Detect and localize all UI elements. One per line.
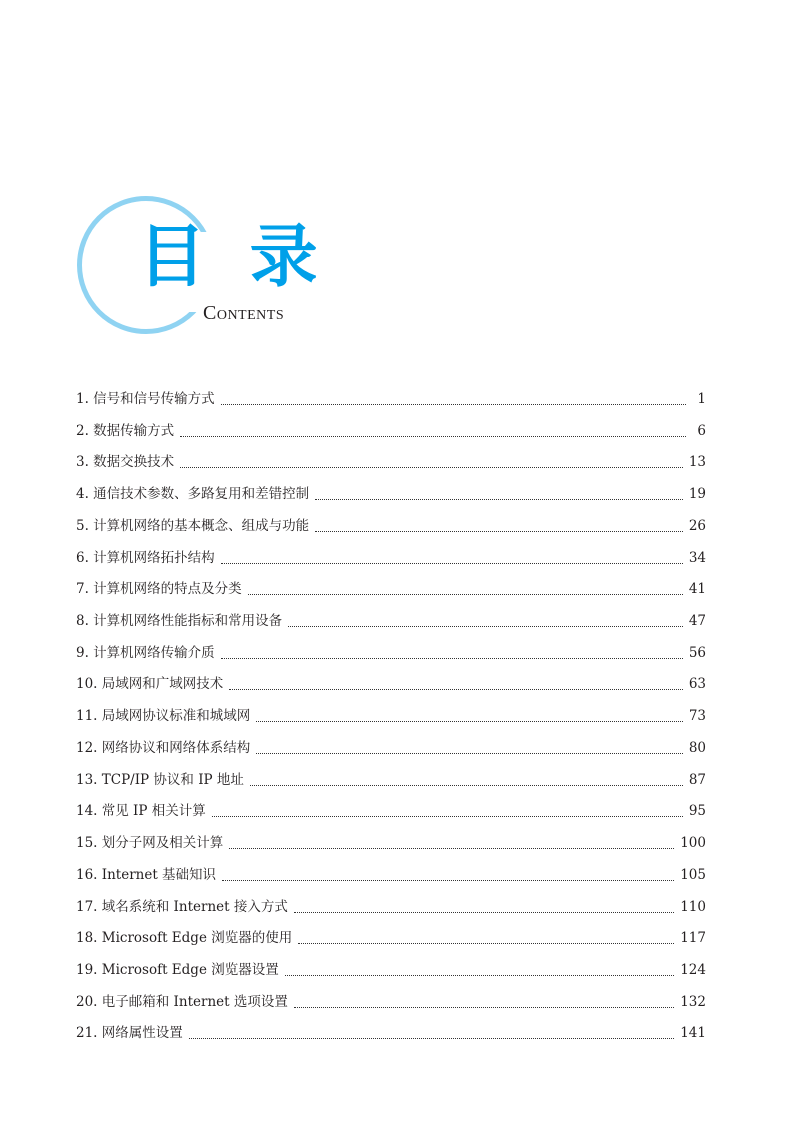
toc-entry[interactable] [76, 609, 706, 641]
toc-entry[interactable] [76, 641, 706, 673]
toc-entry[interactable] [76, 1021, 706, 1053]
toc-entry-page: 34 [688, 549, 706, 566]
toc-leader-dots [288, 612, 683, 627]
toc-leader-dots [315, 485, 683, 500]
toc-entry-title: 5. 计算机网络的基本概念、组成与功能 [76, 517, 310, 534]
toc-entry-title: 12. 网络协议和网络体系结构 [76, 739, 251, 756]
toc-entry[interactable] [76, 799, 706, 831]
toc-entry-page: 47 [688, 613, 706, 630]
toc-entry[interactable] [76, 450, 706, 482]
toc-entry[interactable] [76, 514, 706, 546]
toc-entry-title: 2. 数据传输方式 [76, 422, 175, 439]
toc-leader-dots [294, 898, 674, 913]
toc-entry-page: 41 [688, 581, 706, 598]
toc-entry[interactable] [76, 863, 706, 895]
toc-leader-dots [180, 453, 683, 468]
toc-entry[interactable] [76, 768, 706, 800]
toc-entry-page: 63 [688, 676, 706, 693]
toc-entry-page: 80 [688, 739, 706, 756]
toc-leader-dots [180, 422, 686, 437]
toc-entry[interactable] [76, 546, 706, 578]
toc-leader-dots [221, 549, 683, 564]
page-title: 目 录 [138, 218, 328, 297]
toc-entry-title: 18. Microsoft Edge 浏览器的使用 [76, 930, 293, 947]
toc-entry[interactable] [76, 926, 706, 958]
toc-entry-title: 20. 电子邮箱和 Internet 选项设置 [76, 993, 288, 1010]
toc-leader-dots [212, 802, 683, 817]
toc-entry-page: 110 [680, 898, 706, 915]
toc-entry-title: 17. 域名系统和 Internet 接入方式 [76, 898, 288, 915]
toc-entry-title: 19. Microsoft Edge 浏览器设置 [76, 961, 279, 978]
toc-leader-dots [256, 739, 683, 754]
toc-entry-title: 3. 数据交换技术 [76, 454, 175, 471]
toc-leader-dots [315, 517, 683, 532]
toc-leader-dots [229, 675, 683, 690]
toc-entry[interactable] [76, 736, 706, 768]
toc-leader-dots [256, 707, 683, 722]
toc-entry-title: 10. 局域网和广域网技术 [76, 676, 224, 693]
toc-entry[interactable] [76, 831, 706, 863]
toc-entry-title: 4. 通信技术参数、多路复用和差错控制 [76, 486, 310, 503]
toc-entry-title: 15. 划分子网及相关计算 [76, 835, 224, 852]
toc-leader-dots [229, 834, 674, 849]
toc-entry-title: 13. TCP/IP 协议和 IP 地址 [76, 771, 244, 788]
toc-entry-title: 16. Internet 基础知识 [76, 866, 217, 883]
toc-entry-page: 105 [680, 866, 706, 883]
toc-entry-page: 87 [688, 771, 706, 788]
toc-leader-dots [221, 390, 686, 405]
toc-entry-page: 73 [688, 708, 706, 725]
toc-entry-title: 21. 网络属性设置 [76, 1025, 183, 1042]
toc-entry-title: 8. 计算机网络性能指标和常用设备 [76, 613, 283, 630]
toc-entry[interactable] [76, 577, 706, 609]
toc-entry-title: 11. 局域网协议标准和城域网 [76, 708, 251, 725]
toc-entry-page: 13 [688, 454, 706, 471]
toc-leader-dots [298, 929, 674, 944]
toc-entry-page: 132 [680, 993, 706, 1010]
toc-leader-dots [285, 961, 674, 976]
toc-leader-dots [250, 771, 683, 786]
toc-header [0, 0, 800, 360]
toc-leader-dots [221, 644, 683, 659]
page-subtitle: Contents [203, 302, 285, 324]
toc-entry[interactable] [76, 895, 706, 927]
toc-entry-page: 117 [680, 930, 706, 947]
toc-leader-dots [222, 866, 674, 881]
toc-leader-dots [294, 993, 674, 1008]
toc-entry-title: 6. 计算机网络拓扑结构 [76, 549, 215, 566]
toc-entry[interactable] [76, 482, 706, 514]
toc-entry[interactable] [76, 958, 706, 990]
toc-entry[interactable] [76, 704, 706, 736]
toc-entry-page: 56 [688, 644, 706, 661]
toc-entry-title: 1. 信号和信号传输方式 [76, 391, 215, 407]
toc-entry-page: 19 [688, 486, 706, 503]
table-of-contents [76, 387, 706, 1053]
toc-entry-page: 1 [697, 391, 706, 407]
toc-entry[interactable] [76, 990, 706, 1022]
toc-entry[interactable] [76, 387, 706, 419]
toc-entry-title: 7. 计算机网络的特点及分类 [76, 581, 242, 598]
toc-entry-page: 95 [688, 803, 706, 820]
toc-entry-page: 26 [688, 517, 706, 534]
toc-leader-dots [248, 580, 683, 595]
toc-entry-page: 100 [680, 835, 706, 852]
toc-entry-title: 9. 计算机网络传输介质 [76, 644, 215, 661]
toc-entry-page: 6 [697, 422, 706, 439]
toc-leader-dots [189, 1024, 674, 1039]
toc-entry[interactable] [76, 419, 706, 451]
toc-entry-title: 14. 常见 IP 相关计算 [76, 803, 206, 820]
toc-entry-page: 141 [680, 1025, 706, 1042]
toc-entry-page: 124 [680, 961, 706, 978]
toc-entry[interactable] [76, 672, 706, 704]
